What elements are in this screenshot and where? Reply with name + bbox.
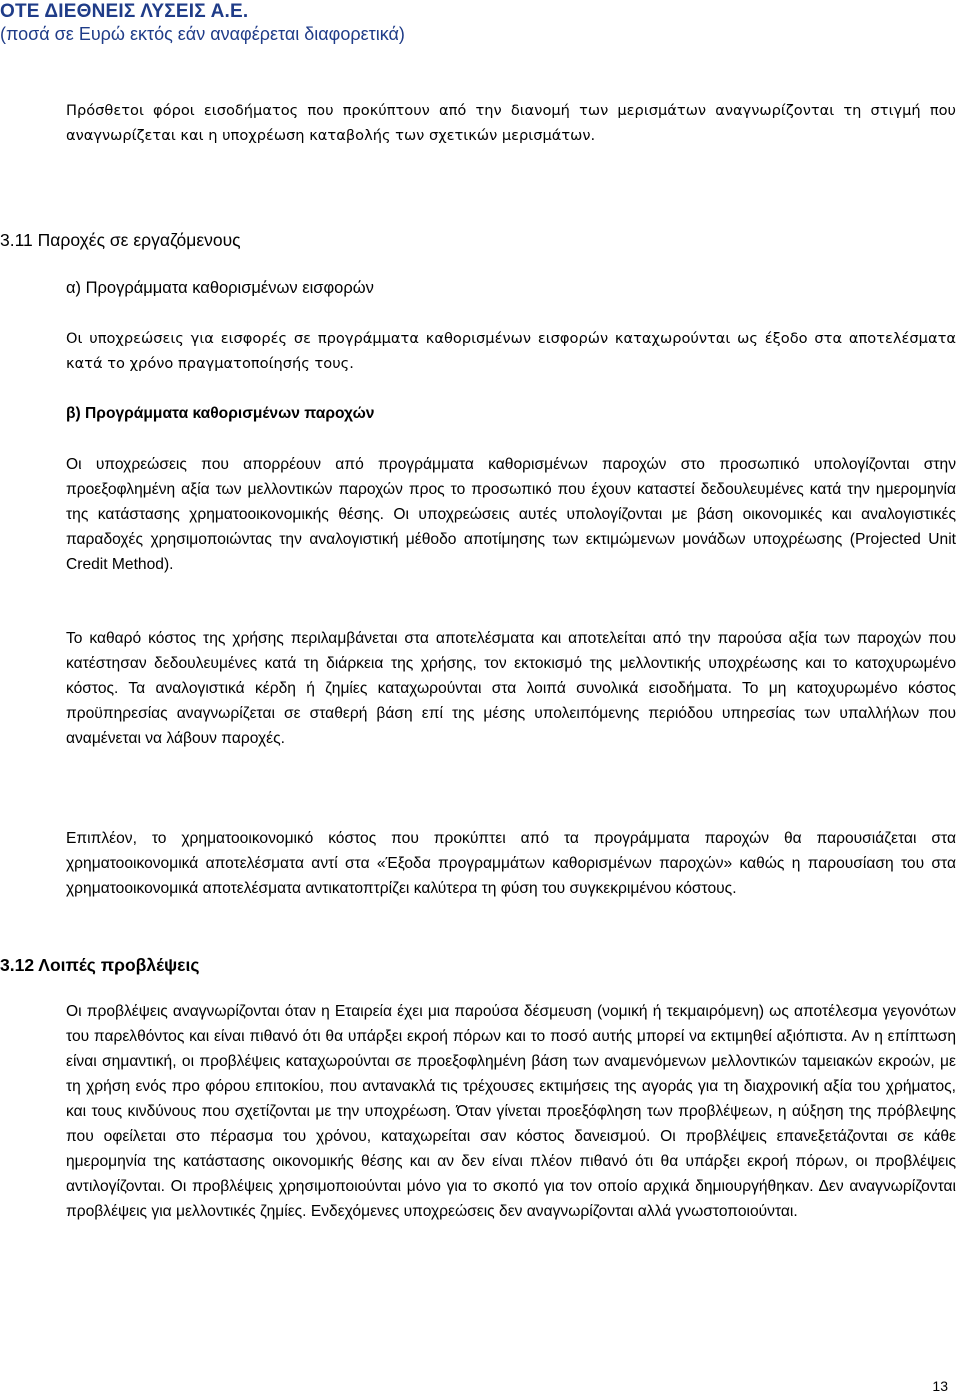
section-heading-3-12: 3.12 Λοιπές προβλέψεις xyxy=(0,955,200,975)
paragraph-defined-benefit-2: Το καθαρό κόστος της χρήσης περιλαμβάνεται στα αποτελέσματα και αποτελείται από την παρούσα αξία των παροχών που κατέστησαν δεδουλευμένες κατά τη διάρκεια της χρήσης, τον εκτοκισμό της μελλοντικής υποχρέωσης και το κατοχυρωμένο κόστος. Τα αναλογιστικά κέρδη ή ζημίες καταχωρούνται στα λοιπά συνολικά εισοδήματα. Το μη κατοχυρωμένο κόστος προϋπηρεσίας αναγνωρίζεται σε σταθερή βάση επί της μέσης υπολειπόμενης περιόδου υπηρεσίας των υπαλλήλων που αναμένεται να λάβουν παροχές. xyxy=(66,630,956,747)
page-number: 13 xyxy=(932,1378,948,1394)
paragraph-defined-benefit-3: Επιπλέον, το χρηματοοικονομικό κόστος που προκύπτει από τα προγράμματα παροχών θα παρουσιάζεται στα χρηματοοικονομικά αποτελέσματα αντί στα «Έξοδα προγραμμάτων καθορισμένων παροχών» καθώς η παρουσίαση του στα χρηματοοικονομικά αποτελέσματα αντικατοπτρίζει καλύτερα τη φύση του συγκεκριμένου κόστους. xyxy=(66,830,956,897)
company-title: ΟΤΕ ΔΙΕΘΝΕΙΣ ΛΥΣΕΙΣ Α.Ε. xyxy=(0,1,249,22)
paragraph-defined-contribution: Οι υποχρεώσεις για εισφορές σε προγράμματα καθορισμένων εισφορών καταχωρούνται ως έξοδο στα αποτελέσματα κατά το χρόνο πραγματοποίησής τους. xyxy=(66,330,956,372)
page-header xyxy=(0,0,405,46)
section-heading-3-11: 3.11 Παροχές σε εργαζόμενους xyxy=(0,230,241,250)
subsection-heading-a: α) Προγράμματα καθορισμένων εισφορών xyxy=(66,279,374,297)
paragraph-other-provisions: Οι προβλέψεις αναγνωρίζονται όταν η Εταιρεία έχει μια παρούσα δέσμευση (νομική ή τεκμαιρόμενη) ως αποτέλεσμα γεγονότων του παρελθόντος και είναι πιθανό ότι θα υπάρξει εκροή πόρων και το ποσό αυτής μπορεί να εκτιμηθεί αξιόπιστα. Αν η επίπτωση είναι σημαντική, οι προβλέψεις καταχωρούνται σε προεξοφλημένη βάση των αναμενόμενων μελλοντικών ταμειακών εκροών, με τη χρήση ενός προ φόρου επιτοκίου, που αντανακλά τις τρέχουσες εκτιμήσεις της αγοράς για τη διαχρονική αξία του χρήματος, και τους κινδύνους που σχετίζονται με την υποχρέωση. Όταν γίνεται προεξόφληση των προβλέψεων, η αύξηση της πρόβλεψης που οφείλεται στο πέρασμα του χρόνου, καταχωρείται σαν κόστος δανεισμού. Οι προβλέψεις επανεξετάζονται σε κάθε ημερομηνία της κατάστασης οικονομικής θέσης και αν δεν είναι πλέον πιθανό ότι θα υπάρξει εκροή πόρων, οι προβλέψεις αντιλογίζονται. Οι προβλέψεις χρησιμοποιούνται μόνο για το σκοπό για τον οποίο αρχικά δημιουργήθηκαν. Δεν αναγνωρίζονται προβλέψεις για μελλοντικές ζημίες. Ενδεχόμενες υποχρεώσεις δεν αναγνωρίζονται αλλά γνωστοποιούνται. xyxy=(66,1003,956,1220)
subsection-heading-b: β) Προγράμματα καθορισμένων παροχών xyxy=(66,405,375,422)
currency-note: (ποσά σε Ευρώ εκτός εάν αναφέρεται διαφορετικά) xyxy=(0,24,405,44)
intro-paragraph: Πρόσθετοι φόροι εισοδήματος που προκύπτουν από την διανομή των μερισμάτων αναγνωρίζονται τη στιγμή που αναγνωρίζεται και η υποχρέωση καταβολής των σχετικών μερισμάτων. xyxy=(66,102,956,144)
paragraph-defined-benefit-1: Οι υποχρεώσεις που απορρέουν από προγράμματα καθορισμένων παροχών στο προσωπικό υπολογίζονται στην προεξοφλημένη αξία των μελλοντικών παροχών προς το προσωπικό που έχουν καταστεί δεδουλευμένες κατά την ημερομηνία της κατάστασης χρηματοοικονομικής θέσης. Οι υποχρεώσεις αυτές υπολογίζονται με βάση οικονομικές και αναλογιστικές παραδοχές χρησιμοποιώντας την αναλογιστική μέθοδο αποτίμησης των εκτιμώμενων μονάδων υποχρέωσης (Projected Unit Credit Method). xyxy=(66,456,956,573)
